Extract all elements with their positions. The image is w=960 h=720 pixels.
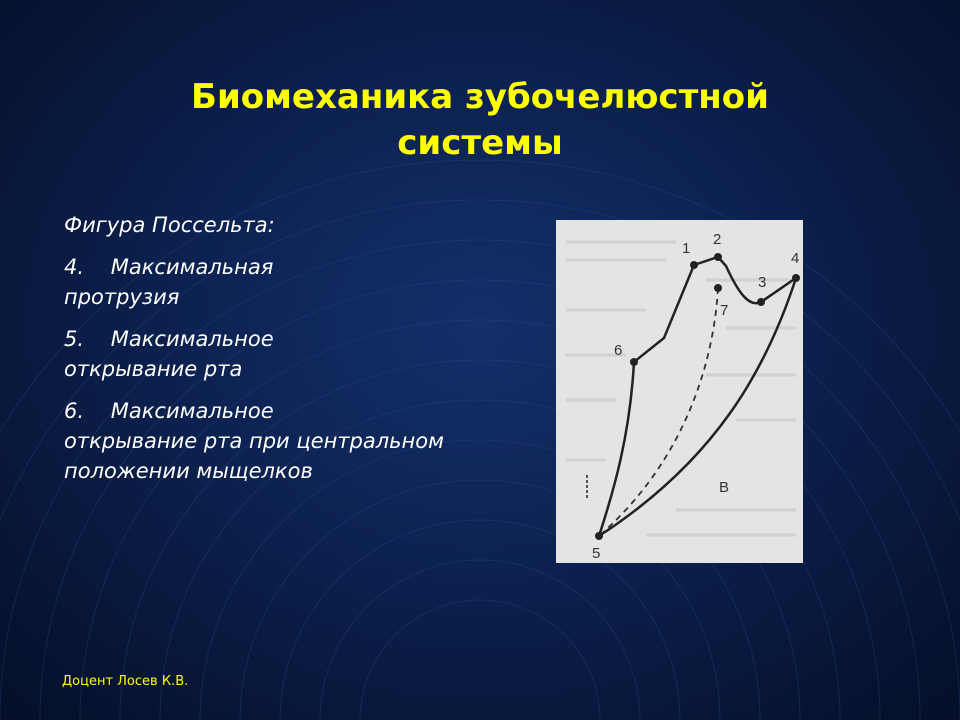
item-text-cont: открывание рта при центральном положении мыщелков	[64, 429, 444, 483]
item-text: Максимальная	[110, 255, 274, 279]
list-item	[64, 396, 444, 486]
point-label-3: 3	[758, 274, 767, 291]
point-label-5: 5	[592, 545, 601, 562]
item-text-cont: протрузия	[64, 285, 180, 309]
posselt-figure	[556, 220, 803, 563]
point-label-2: 2	[713, 231, 722, 248]
item-text: Максимальное	[110, 327, 274, 351]
point-label-7: 7	[720, 302, 729, 319]
point-label-6: 6	[614, 342, 623, 359]
list-item	[64, 324, 444, 384]
item-text-cont: открывание рта	[64, 357, 243, 381]
list-item	[64, 252, 444, 312]
item-number: 5.	[64, 327, 85, 351]
point-label-1: 1	[682, 240, 691, 257]
item-number: 6.	[64, 399, 85, 423]
point-label-4: 4	[791, 250, 800, 267]
figure-background	[556, 220, 803, 563]
slide-body	[64, 210, 444, 498]
title-line-2: системы	[397, 123, 563, 163]
item-number: 4.	[64, 255, 85, 279]
item-text: Максимальное	[110, 399, 274, 423]
region-label-b: B	[719, 479, 730, 496]
slide-title	[60, 74, 900, 166]
intro-text: Фигура Поссельта:	[64, 213, 275, 237]
author-footer: Доцент Лосев К.В.	[62, 674, 189, 689]
title-line-1: Биомеханика зубочелюстной	[191, 77, 769, 117]
